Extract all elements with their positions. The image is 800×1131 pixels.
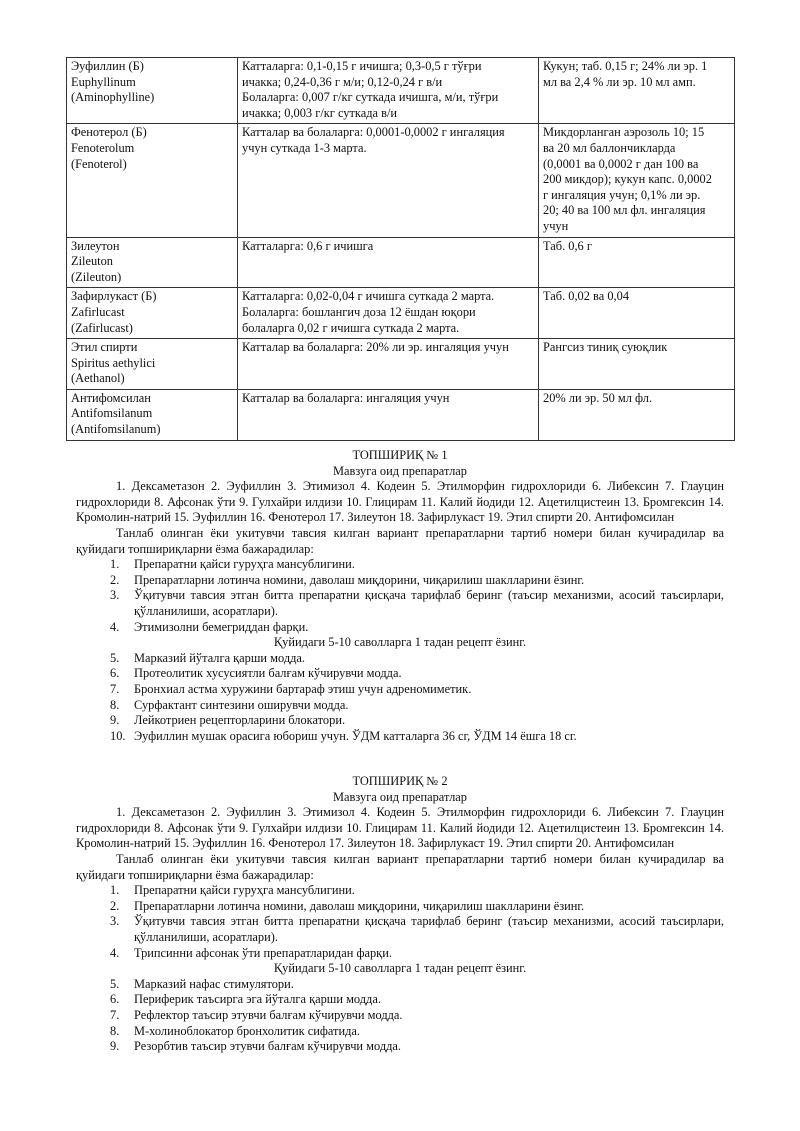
item-text: Лейкотриен рецепторларини блокатори.	[134, 713, 346, 728]
item-text: Препаратларни лотинча номини, даволаш миқдорини, чиқарилиш шаклларини ёзинг.	[134, 572, 585, 587]
list-item	[76, 977, 724, 993]
recipe-heading: Қуйидаги 5-10 саволларга 1 тадан рецепт ёзинг.	[273, 961, 527, 976]
item-text: Бронхиал астма хуружини бартараф этиш учун адреномиметик.	[134, 681, 472, 696]
item-number: 7.	[110, 1007, 120, 1022]
drug-table-body	[67, 58, 735, 441]
question-list-a	[76, 557, 724, 635]
item-number: 2.	[110, 572, 120, 587]
cell-line: Антифомсилан	[71, 390, 151, 405]
cell-line: Рангсиз тиниқ суюқлик	[543, 340, 668, 355]
drug-name-cell	[67, 288, 238, 339]
item-number: 1.	[110, 557, 120, 572]
table-row	[67, 58, 735, 124]
item-text: Периферик таъсирга эга йўталга қарши модда.	[134, 992, 381, 1007]
release-form-cell	[539, 58, 735, 124]
cell-line: Катталарга: 0,6 г ичишга	[242, 238, 374, 253]
task-2	[76, 774, 724, 1055]
table-row	[67, 339, 735, 390]
table-row	[67, 124, 735, 237]
item-number: 4.	[110, 945, 120, 960]
task-title: ТОПШИРИҚ № 1	[352, 448, 448, 462]
cell-line: Зафирлукаст (Б)	[71, 289, 157, 304]
cell-line: учун	[543, 218, 569, 233]
item-number: 9.	[110, 713, 120, 728]
cell-line: учун суткада 1-3 марта.	[242, 140, 367, 155]
cell-line: (Aethanol)	[71, 371, 125, 386]
list-item	[76, 1039, 724, 1055]
cell-line: (Zileuton)	[71, 269, 122, 284]
list-item	[76, 992, 724, 1008]
item-text: Ўқитувчи тавсия этган битта препаратни қисқача тарифлаб беринг (таъсир механизми, асосий таъсирлари, қўлланилиши, асоратлари).	[134, 914, 724, 944]
cell-line: (0,0001 ва 0,0002 г дан 100 ва	[543, 156, 699, 171]
release-form-cell	[539, 237, 735, 288]
cell-line: Фенотерол (Б)	[71, 125, 147, 140]
list-item	[76, 588, 724, 619]
cell-line: Fenoterolum	[71, 140, 135, 155]
list-item	[76, 914, 724, 945]
task-1	[76, 448, 724, 744]
table-row	[67, 288, 735, 339]
item-number: 3.	[110, 914, 120, 929]
cell-line: Таб. 0,02 ва 0,04	[543, 289, 630, 304]
item-number: 2.	[110, 898, 120, 913]
cell-line: (Zafirlucast)	[71, 320, 133, 335]
dosage-cell	[238, 58, 539, 124]
cell-line: (Fenoterol)	[71, 156, 127, 171]
cell-line: болаларга 0,02 г ичишга суткада 2 марта.	[242, 320, 460, 335]
question-list-a	[76, 883, 724, 961]
item-text: Марказий йўталга қарши модда.	[134, 650, 306, 665]
list-item	[76, 1008, 724, 1024]
list-item	[76, 729, 724, 745]
cell-line: Катталар ва болаларга: ингаляция учун	[242, 390, 450, 405]
item-text: Сурфактант синтезини оширувчи модда.	[134, 697, 349, 712]
drug-list-text: 1. Дексаметазон 2. Эуфиллин 3. Этимизол 4. Кодеин 5. Этилморфин гидрохлориди 6. Либексин 7. Глауцин гидрохлориди 8. Афсонак ўти 9. Гулхайри илдизи 10. Глицирам 11. Калий йодиди 12. Ацетилцистеин 13. Бромгексин 14. Кромолин-натрий 15. Эуфиллин 16. Фенотерол 17. Зилеутон 18. Зафирлукаст 19. Этил спирти 20. Антифомсилан	[76, 805, 724, 851]
cell-line: Эуфиллин (Б)	[71, 59, 144, 73]
item-number: 5.	[110, 650, 120, 665]
instruction-text: Танлаб олинган ёки укитувчи тавсия килган вариант препаратларни тартиб номери билан кучирадилар ва қуйидаги топшириқларни ёзма бажарадилар:	[76, 851, 724, 882]
dosage-cell	[238, 389, 539, 440]
drug-table	[66, 57, 735, 441]
drug-name-cell	[67, 237, 238, 288]
dosage-cell	[238, 237, 539, 288]
task-subtitle: Мавзуга оид препаратлар	[333, 789, 467, 804]
item-number: 7.	[110, 681, 120, 696]
task-subtitle: Мавзуга оид препаратлар	[333, 463, 467, 478]
item-number: 9.	[110, 1039, 120, 1054]
dosage-cell	[238, 339, 539, 390]
cell-line: ичакка; 0,003 г/кг суткада в/и	[242, 105, 398, 120]
cell-line: Катталар ва болаларга: 0,0001-0,0002 г ингаляция	[242, 125, 505, 140]
list-item	[76, 698, 724, 714]
cell-line: г ингаляция учун; 0,1% ли эр.	[543, 187, 701, 202]
item-number: 5.	[110, 976, 120, 991]
item-number: 10.	[110, 728, 126, 743]
list-item	[76, 946, 724, 962]
cell-line: Zileuton	[71, 254, 113, 269]
release-form-cell	[539, 339, 735, 390]
list-item	[76, 620, 724, 636]
item-number: 6.	[110, 666, 120, 681]
drug-name-cell	[67, 124, 238, 237]
list-item	[76, 557, 724, 573]
item-text: Протеолитик хусусиятли балғам кўчирувчи модда.	[134, 666, 402, 681]
drug-list-text: 1. Дексаметазон 2. Эуфиллин 3. Этимизол 4. Кодеин 5. Этилморфин гидрохлориди 6. Либексин 7. Глауцин гидрохлориди 8. Афсонак ўти 9. Гулхайри илдизи 10. Глицирам 11. Калий йодиди 12. Ацетилцистеин 13. Бромгексин 14. Кромолин-натрий 15. Эуфиллин 16. Фенотерол 17. Зилеутон 18. Зафирлукаст 19. Этил спирти 20. Антифомсилан	[76, 479, 724, 525]
item-text: Марказий нафас стимулятори.	[134, 976, 294, 991]
release-form-cell	[539, 124, 735, 237]
cell-line: Zafirlucast	[71, 304, 125, 319]
cell-line: мл ва 2,4 % ли эр. 10 мл амп.	[543, 74, 696, 89]
item-text: Ўқитувчи тавсия этган битта препаратни қисқача тарифлаб беринг (таъсир механизми, асосий таъсирлари, қўлланилиши, асоратлари).	[134, 588, 724, 618]
list-item	[76, 651, 724, 667]
cell-line: Микдорланган аэрозоль 10; 15	[543, 125, 705, 140]
cell-line: Зилеутон	[71, 238, 120, 253]
list-item	[76, 1024, 724, 1040]
item-text: Препаратни қайси гуруҳга мансублигини.	[134, 557, 355, 572]
item-text: Эуфиллин мушак орасига юбориш учун. ЎДМ катталарга 36 сг, ЎДМ 14 ёшга 18 сг.	[134, 728, 577, 743]
item-text: Препаратларни лотинча номини, даволаш миқдорини, чиқарилиш шаклларини ёзинг.	[134, 898, 585, 913]
item-number: 6.	[110, 992, 120, 1007]
list-item	[76, 666, 724, 682]
item-text: Этимизолни бемегриддан фарқи.	[134, 619, 309, 634]
cell-line: Этил спирти	[71, 340, 138, 355]
dosage-cell	[238, 288, 539, 339]
cell-line: 200 микдор); кукун капс. 0,0002	[543, 172, 712, 187]
drug-name-cell	[67, 58, 238, 124]
cell-line: Euphyllinum	[71, 74, 136, 89]
drug-name-cell	[67, 389, 238, 440]
item-number: 8.	[110, 1023, 120, 1038]
question-list-b	[76, 651, 724, 745]
cell-line: Болаларга: бошлангич доза 12 ёшдан юқори	[242, 304, 476, 319]
list-item	[76, 573, 724, 589]
item-number: 8.	[110, 697, 120, 712]
list-item	[76, 713, 724, 729]
cell-line: Spiritus aethylici	[71, 355, 156, 370]
item-text: Резорбтив таъсир этувчи балғам кўчирувчи модда.	[134, 1039, 402, 1054]
cell-line: Катталарга: 0,02-0,04 г ичишга суткада 2 марта.	[242, 289, 495, 304]
item-number: 3.	[110, 588, 120, 603]
drug-name-cell	[67, 339, 238, 390]
cell-line: 20% ли эр. 50 мл фл.	[543, 390, 653, 405]
release-form-cell	[539, 389, 735, 440]
table-row	[67, 389, 735, 440]
cell-line: Таб. 0,6 г	[543, 238, 592, 253]
cell-line: (Aminophylline)	[71, 90, 155, 105]
dosage-cell	[238, 124, 539, 237]
item-number: 1.	[110, 883, 120, 898]
cell-line: Кукун; таб. 0,15 г; 24% ли эр. 1	[543, 59, 708, 73]
release-form-cell	[539, 288, 735, 339]
question-list-b	[76, 977, 724, 1055]
instruction-text: Танлаб олинган ёки укитувчи тавсия килган вариант препаратларни тартиб номери билан кучирадилар ва қуйидаги топшириқларни ёзма бажарадилар:	[76, 525, 724, 556]
cell-line: Болаларга: 0,007 г/кг суткада ичишга, м/и, тўғри	[242, 90, 499, 105]
table-row	[67, 237, 735, 288]
list-item	[76, 682, 724, 698]
cell-line: ичакка; 0,24-0,36 г м/и; 0,12-0,24 г в/и	[242, 74, 443, 89]
cell-line: 20; 40 ва 100 мл фл. ингаляция	[543, 203, 706, 218]
item-text: М-холиноблокатор бронхолитик сифатида.	[134, 1023, 361, 1038]
item-text: Препаратни қайси гуруҳга мансублигини.	[134, 883, 355, 898]
item-text: Трипсинни афсонак ўти препаратларидан фарқи.	[134, 945, 392, 960]
list-item	[76, 883, 724, 899]
task-title: ТОПШИРИҚ № 2	[352, 774, 448, 788]
cell-line: Катталарга: 0,1-0,15 г ичишга; 0,3-0,5 г тўғри	[242, 59, 482, 73]
cell-line: (Antifomsilanum)	[71, 422, 161, 437]
cell-line: ва 20 мл баллончикларда	[543, 140, 676, 155]
recipe-heading: Қуйидаги 5-10 саволларга 1 тадан рецепт ёзинг.	[273, 635, 527, 650]
list-item	[76, 899, 724, 915]
cell-line: Катталар ва болаларга: 20% ли эр. ингаляция учун	[242, 340, 509, 355]
cell-line: Antifomsilanum	[71, 406, 153, 421]
item-text: Рефлектор таъсир этувчи балғам кўчирувчи модда.	[134, 1007, 403, 1022]
item-number: 4.	[110, 619, 120, 634]
